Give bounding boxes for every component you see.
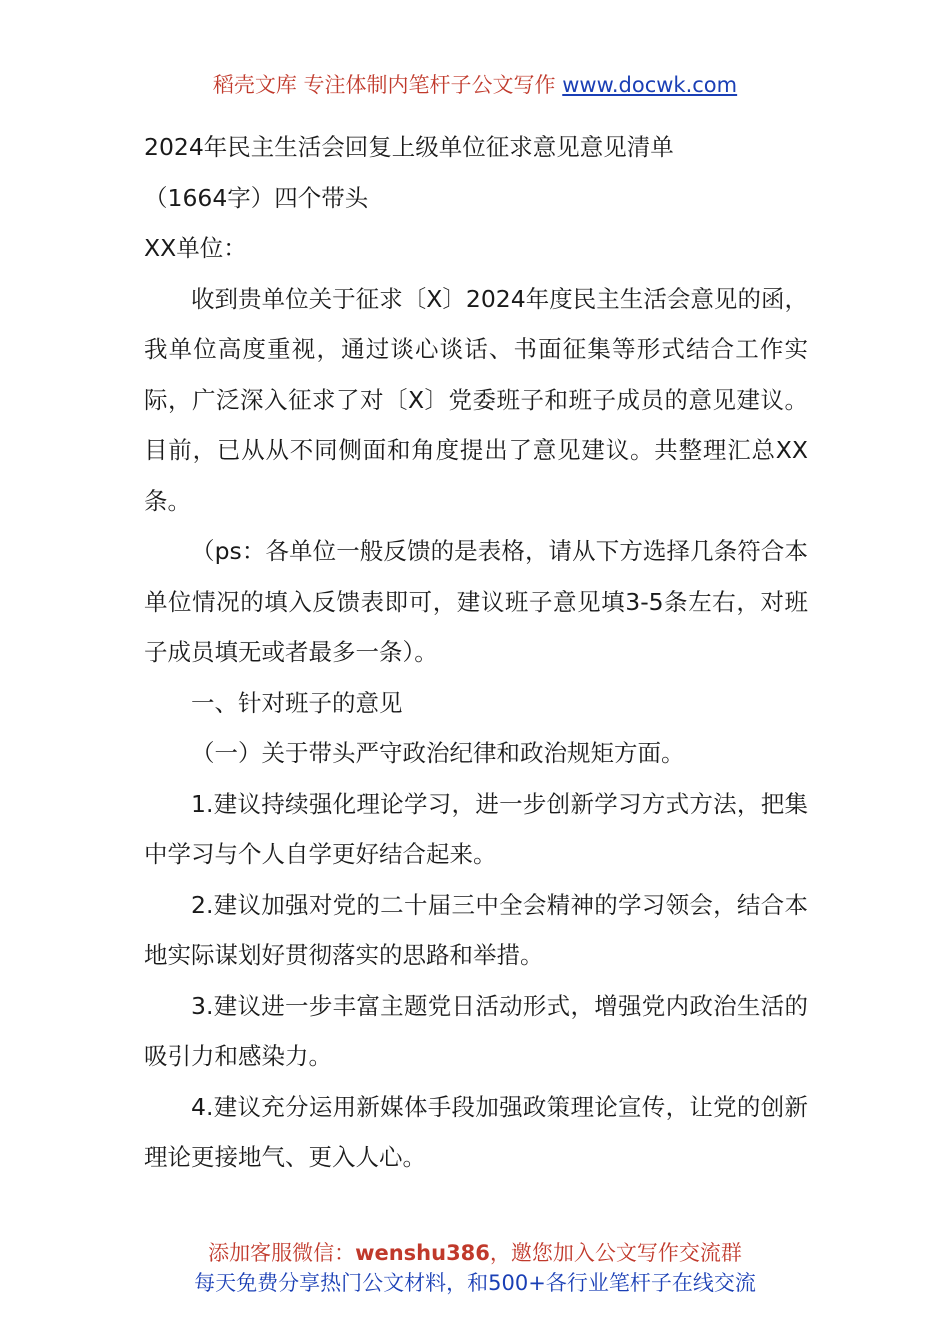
footer-share-line: 每天免费分享热门公文材料，和500+各行业笔杆子在线交流 — [194, 1271, 756, 1295]
section-heading: 一、针对班子的意见 — [191, 688, 403, 717]
paragraph-intro: 收到贵单位关于征求〔X〕2024年度民主生活会意见的函，我单位高度重视，通过谈心谈话、书面征集等形式结合工作实际，广泛深入征求了对〔X〕党委班子和班子成员的意见建议。目前，已从从不同侧面和角度提出了意见建议。共整理汇总XX条。 — [144, 284, 808, 515]
suggestion-item-4: 4.建议充分运用新媒体手段加强政策理论宣传，让党的创新理论更接地气、更入人心。 — [144, 1092, 808, 1171]
suggestion-item-2: 2.建议加强对党的二十届三中全会精神的学习领会，结合本地实际谋划好贯彻落实的思路和举措。 — [144, 890, 808, 969]
footer-wechat-line — [0, 1238, 950, 1268]
paragraph-ps-note: （ps：各单位一般反馈的是表格，请从下方选择几条符合本单位情况的填入反馈表即可，建议班子意见填3-5条左右，对班子成员填无或者最多一条）。 — [144, 537, 808, 666]
subsection-heading: （一）关于带头严守政治纪律和政治规矩方面。 — [191, 739, 685, 767]
footer-wechat-prefix: 添加客服微信： — [208, 1241, 356, 1265]
footer-wechat-id: wenshu386 — [355, 1241, 490, 1265]
footer-wechat-suffix: ，邀您加入公文写作交流群 — [489, 1241, 742, 1265]
suggestion-item-1: 1.建议持续强化理论学习，进一步创新学习方式方法，把集中学习与个人自学更好结合起来。 — [144, 789, 808, 868]
suggestion-item-3: 3.建议进一步丰富主题党日活动形式，增强党内政治生活的吸引力和感染力。 — [144, 991, 808, 1070]
document-title-line1: 2024年民主生活会回复上级单位征求意见意见清单 — [144, 133, 674, 161]
document-title-line2: （1664字）四个带头 — [144, 183, 369, 212]
document-salutation: XX单位： — [144, 234, 247, 262]
page-header — [0, 70, 950, 100]
header-url-link[interactable]: www.docwk.com — [562, 73, 738, 97]
document-body — [144, 122, 808, 1183]
page-footer — [0, 1238, 950, 1298]
header-brand: 稻壳文库 专注体制内笔杆子公文写作 — [212, 73, 556, 97]
